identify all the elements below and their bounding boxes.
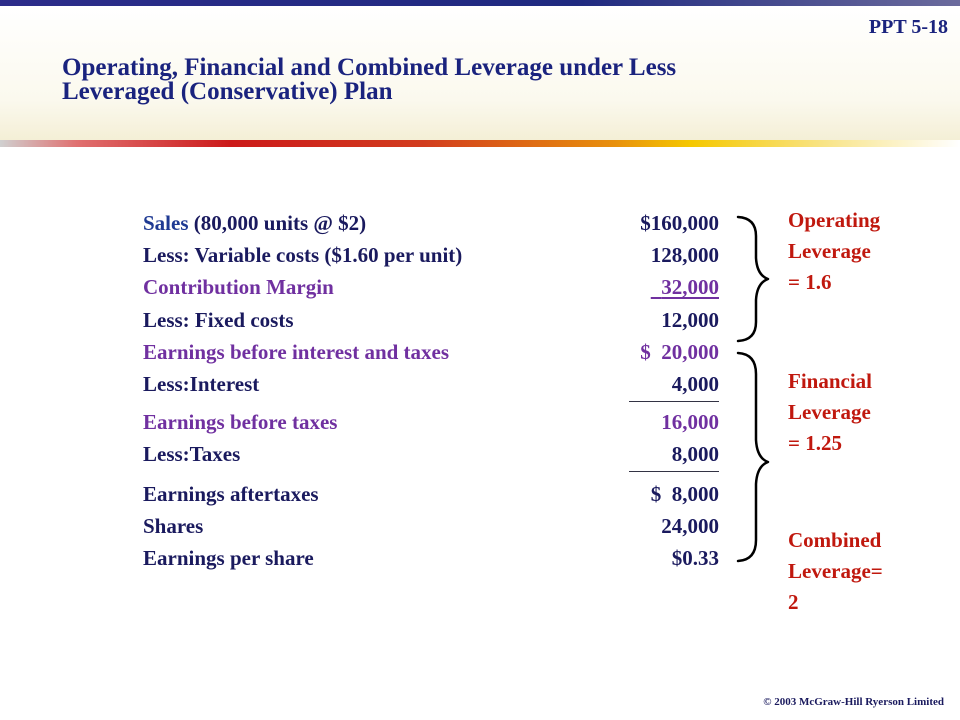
row-amount: $ 20,000 <box>640 340 719 364</box>
sales-word: Sales <box>143 211 189 235</box>
row-sales <box>143 207 719 240</box>
row-label: Less: Variable costs ($1.60 per unit) <box>143 243 463 267</box>
row-label: Shares <box>143 514 204 538</box>
row-label: Earnings before taxes <box>143 410 338 434</box>
row-label: Earnings before interest and taxes <box>143 340 450 364</box>
row-variable-costs <box>143 239 719 272</box>
row-eat <box>143 478 719 511</box>
combined-leverage-label <box>788 525 938 618</box>
row-amount: $160,000 <box>640 211 719 235</box>
row-taxes <box>143 438 719 471</box>
operating-brace <box>738 217 768 341</box>
slide-title-line-1: Operating, Financial and Combined Leverage under Less <box>62 54 677 81</box>
row-label: Less:Interest <box>143 372 260 396</box>
slide-title <box>62 56 902 104</box>
row-amount: $ 8,000 <box>650 482 719 506</box>
row-label: Less:Taxes <box>143 442 241 466</box>
row-amount: 16,000 <box>661 410 719 434</box>
subtotal-line-1 <box>629 401 719 402</box>
combined-brace <box>738 353 768 561</box>
row-shares <box>143 510 719 543</box>
amount-value: 32,000 <box>661 275 719 299</box>
row-ebit <box>143 336 719 369</box>
row-amount: $0.33 <box>671 546 719 570</box>
slide-number: PPT 5-18 <box>868 16 948 38</box>
combined-leverage-line-2: Leverage= <box>788 559 883 583</box>
row-eps <box>143 542 719 575</box>
row-amount: 24,000 <box>661 514 719 538</box>
row-fixed-costs <box>143 304 719 337</box>
combined-leverage-line-1: Combined <box>788 528 882 552</box>
operating-leverage-line-3: = 1.6 <box>788 270 832 294</box>
sales-detail: (80,000 units @ $2) <box>188 211 367 235</box>
row-amount: 4,000 <box>671 372 719 396</box>
row-ebt <box>143 406 719 439</box>
row-label <box>143 207 366 240</box>
subtotal-line-2 <box>629 471 719 472</box>
row-label: Earnings per share <box>143 546 314 570</box>
row-contribution-margin <box>143 271 719 304</box>
row-amount: 12,000 <box>661 308 719 332</box>
row-amount <box>651 271 719 304</box>
row-label: Earnings aftertaxes <box>143 482 319 506</box>
slide-title-line-2: Leveraged (Conservative) Plan <box>62 78 393 105</box>
operating-leverage-line-1: Operating <box>788 208 881 232</box>
title-divider <box>0 140 960 147</box>
financial-leverage-label <box>788 366 938 459</box>
row-amount: 8,000 <box>671 442 719 466</box>
copyright-notice: © 2003 McGraw-Hill Ryerson Limited <box>763 696 944 708</box>
row-label: Less: Fixed costs <box>143 308 294 332</box>
financial-leverage-line-3: = 1.25 <box>788 431 842 455</box>
combined-leverage-line-3: 2 <box>788 590 799 614</box>
operating-leverage-label <box>788 205 938 298</box>
row-amount: 128,000 <box>650 243 719 267</box>
row-interest <box>143 368 719 401</box>
row-label: Contribution Margin <box>143 275 334 299</box>
amount-pad <box>651 275 662 299</box>
operating-leverage-line-2: Leverage <box>788 239 871 263</box>
financial-leverage-line-1: Financial <box>788 369 873 393</box>
financial-leverage-line-2: Leverage <box>788 400 871 424</box>
